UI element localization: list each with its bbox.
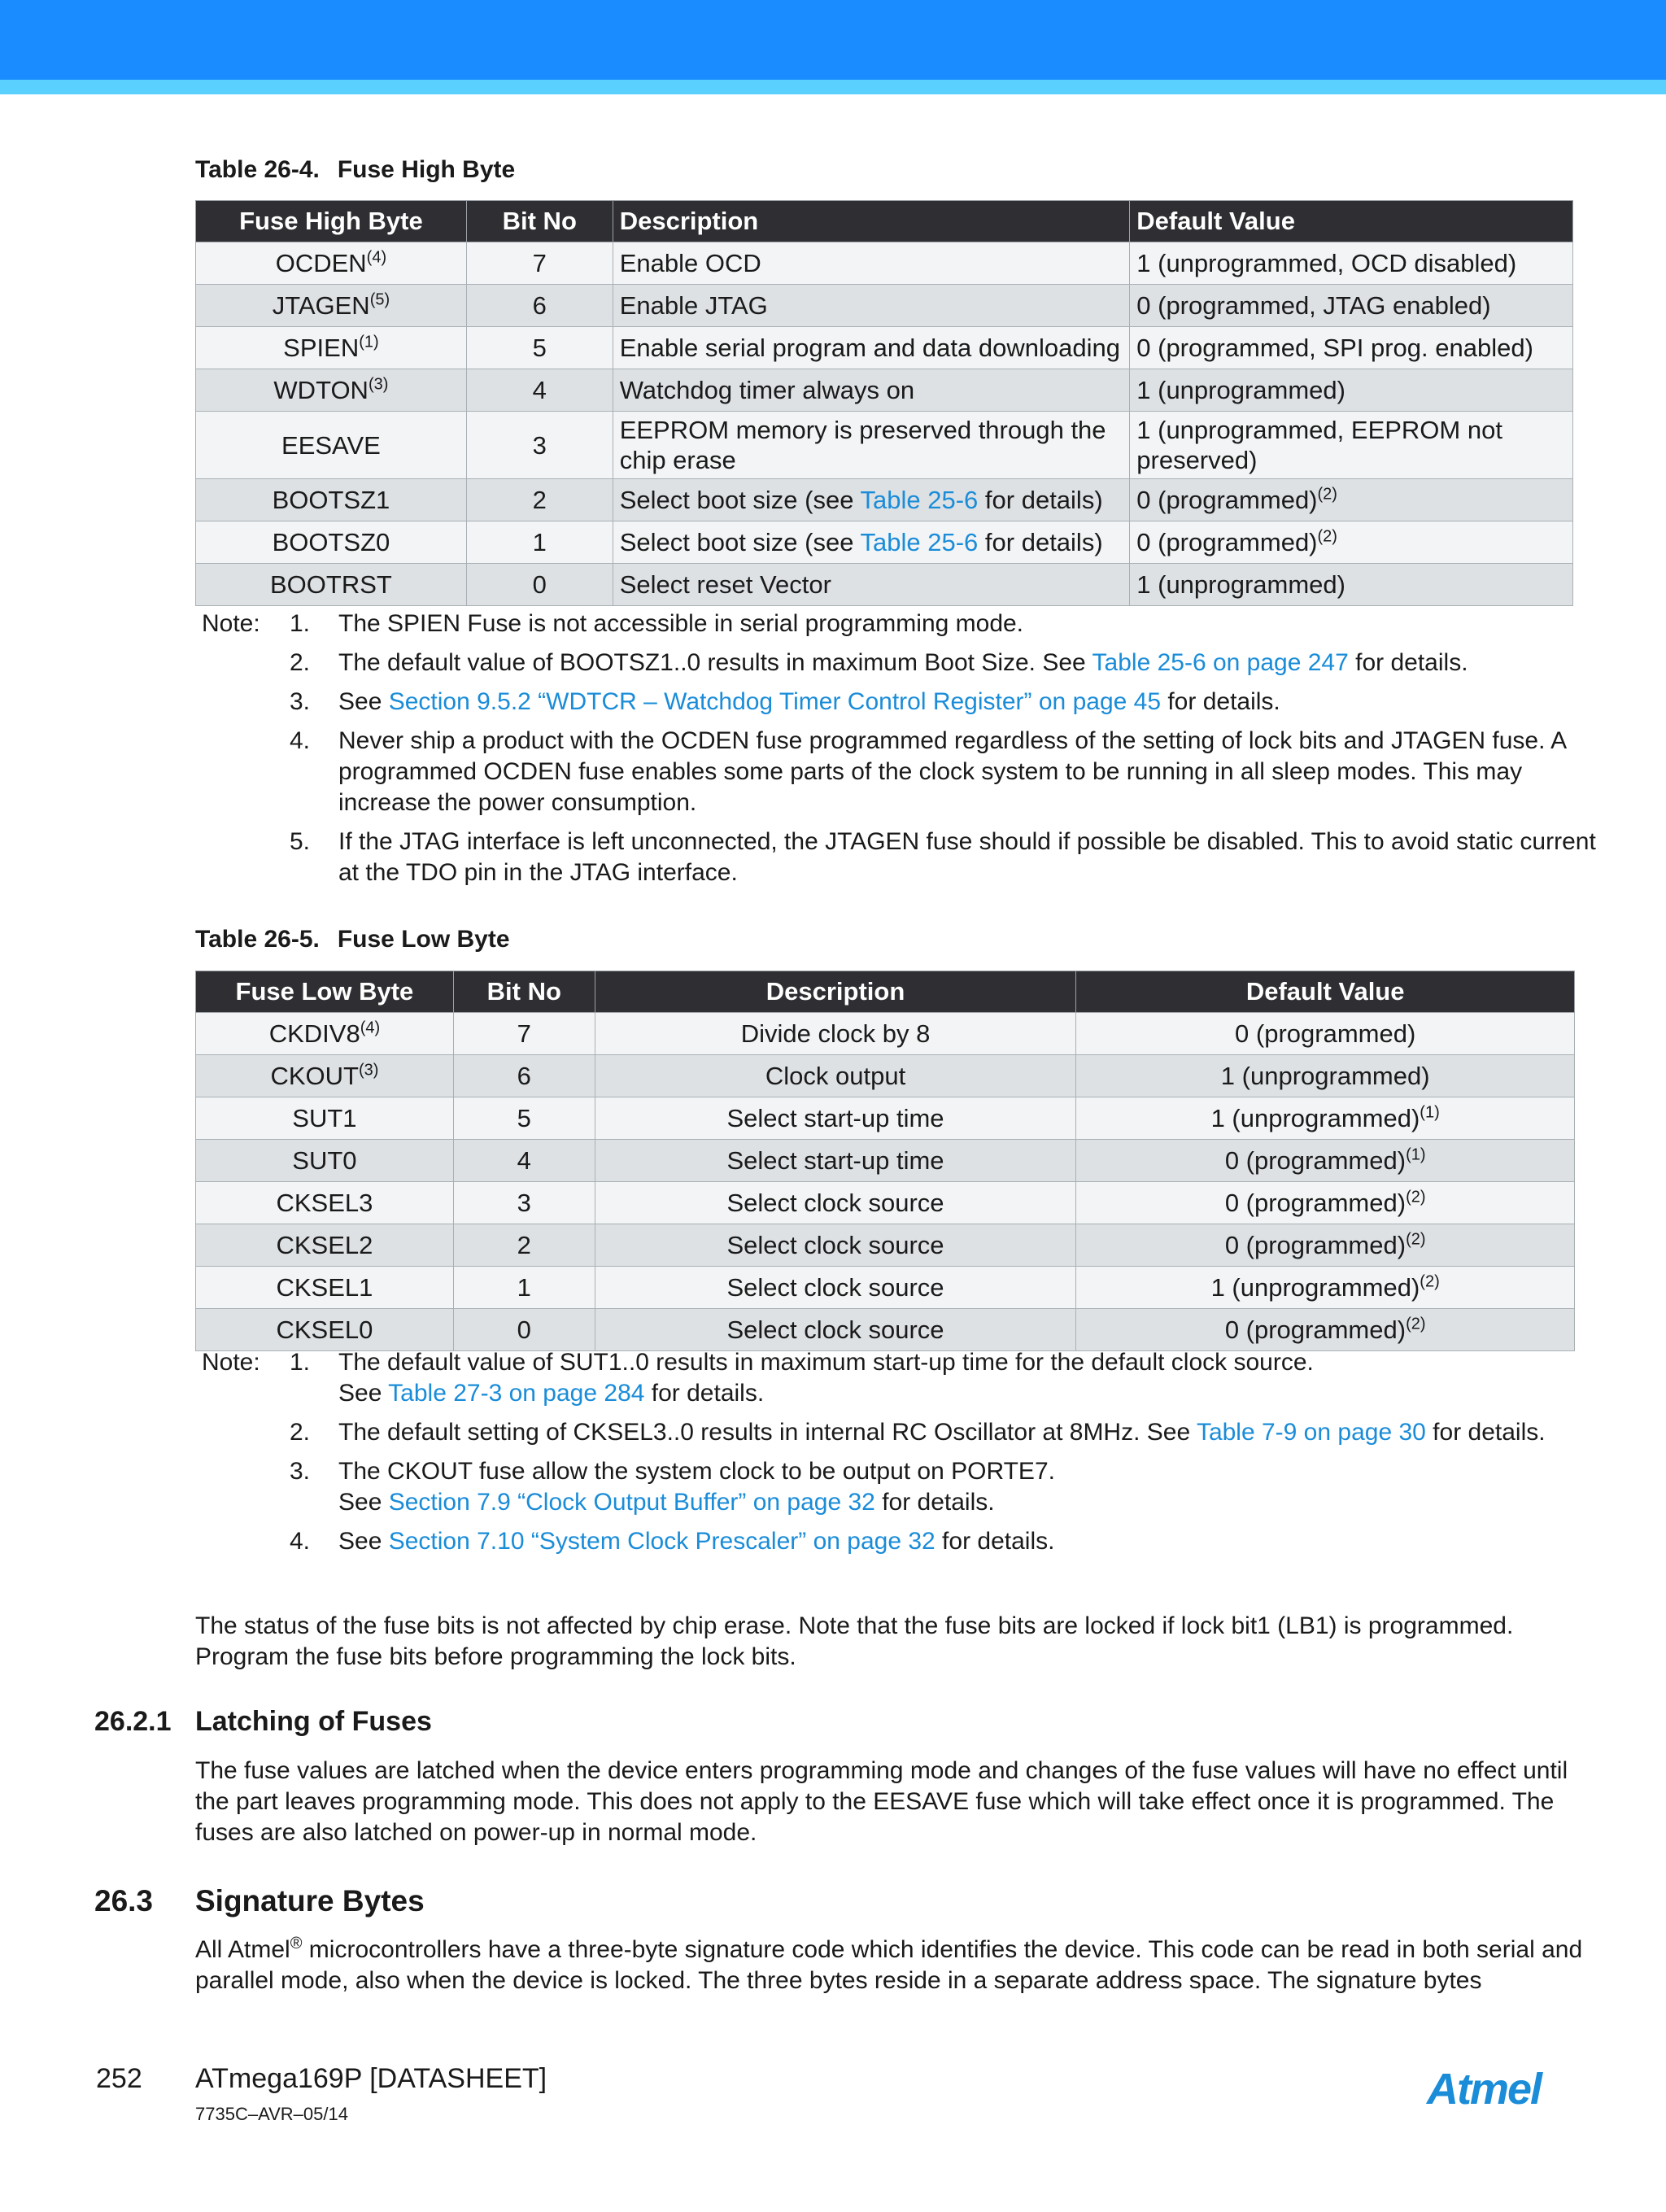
section-number: 26.2.1 [94,1706,172,1737]
footnote-ref: (1) [1420,1103,1440,1122]
bit-cell: 7 [466,242,613,285]
description-text: Select boot size (see [619,528,861,556]
note-item [202,1417,1601,1448]
fuse-high-byte-table [195,200,1573,606]
note-text: See Section 7.10 “System Clock Prescaler” on page 32 for details. [338,1528,1055,1555]
bit-cell: 1 [466,521,613,564]
description-cell: Clock output [595,1055,1076,1097]
fuse-name-cell [196,564,467,606]
default-value: 0 (programmed) [1235,1019,1416,1048]
description-cell: Watchdog timer always on [613,369,1130,412]
bit-cell: 2 [453,1224,595,1267]
table-25-6-link[interactable]: Table 25-6 [860,486,979,514]
note-text: See Section 9.5.2 “WDTCR – Watchdog Timer Control Register” on page 45 for details. [338,688,1280,715]
table1-caption [195,156,515,184]
default-cell [1130,327,1573,369]
note-number: 5. [290,828,311,855]
fuse-name-cell [196,1140,454,1182]
fuse-name: OCDEN [275,249,367,277]
table-row [196,1267,1575,1309]
fuse-name-cell [196,1097,454,1140]
section-heading-latching [94,1706,432,1738]
table-25-6-page-link[interactable]: Table 25-6 on page 247 [1092,649,1349,676]
fuse-name: CKSEL2 [276,1231,373,1259]
table-7-9-link[interactable]: Table 7-9 on page 30 [1196,1419,1426,1446]
note-item [202,1456,1601,1518]
page-number: 252 [96,2063,142,2094]
section-number: 26.3 [94,1884,154,1918]
note-label: Note: [202,610,260,637]
note-number: 2. [290,649,311,676]
footnote-ref: (2) [1406,1315,1426,1333]
bit-cell: 4 [466,369,613,412]
fuse-name: JTAGEN [272,291,370,320]
description-cell: Enable JTAG [613,285,1130,327]
default-value: 1 (unprogrammed, EEPROM not preserved) [1136,416,1502,474]
default-value: 0 (programmed) [1136,528,1318,556]
note-text: The default setting of CKSEL3..0 results in internal RC Oscillator at 8MHz. See Table 7-9 on page 30 for details. [338,1419,1546,1446]
column-header: Description [595,971,1076,1013]
table1-title: Fuse High Byte [337,156,516,183]
column-header: Default Value [1076,971,1575,1013]
description-cell: EEPROM memory is preserved through the chip erase [613,412,1130,479]
fuse-name: BOOTSZ1 [272,486,390,514]
fuse-name: CKOUT [270,1062,359,1090]
column-header: Bit No [466,201,613,242]
default-cell [1076,1267,1575,1309]
table1-number: Table 26-4. [195,156,320,183]
footnote-ref: (1) [359,333,379,351]
footnote-ref: (4) [360,1019,381,1037]
default-value: 1 (unprogrammed, OCD disabled) [1136,249,1517,277]
document-code: 7735C–AVR–05/14 [195,2104,348,2124]
footnote-ref: (3) [358,1061,379,1080]
note-number: 4. [290,1528,311,1555]
table2-notes [202,1347,1601,1565]
default-cell [1076,1182,1575,1224]
bit-cell: 5 [466,327,613,369]
note-number: 1. [290,1349,311,1376]
table-row [196,1224,1575,1267]
table-row [196,564,1573,606]
default-value: 1 (unprogrammed) [1136,376,1345,404]
description-cell: Select clock source [595,1309,1076,1351]
clock-output-buffer-link[interactable]: Section 7.9 “Clock Output Buffer” on page 32 [388,1489,875,1516]
default-cell [1130,285,1573,327]
column-header: Fuse Low Byte [196,971,454,1013]
section-title: Latching of Fuses [195,1706,432,1737]
fuse-name: SPIEN [283,334,360,362]
fuse-name: CKSEL0 [276,1315,373,1344]
description-text: for details) [978,486,1103,514]
bit-cell: 3 [453,1182,595,1224]
default-value: 1 (unprogrammed) [1220,1062,1430,1090]
fuse-name: CKSEL3 [276,1189,373,1217]
section-heading-signature [94,1884,425,1918]
fuse-name: EESAVE [281,430,381,460]
fuse-name: WDTON [273,376,369,404]
default-cell [1076,1140,1575,1182]
table2-caption [195,926,510,953]
default-cell [1130,521,1573,564]
note-item [202,726,1601,818]
footnote-ref: (2) [1406,1188,1426,1206]
table2-title: Fuse Low Byte [337,926,510,953]
default-cell [1130,242,1573,285]
note-item [202,827,1601,888]
default-value: 0 (programmed) [1224,1189,1407,1217]
note-item [202,687,1601,718]
default-cell [1076,1309,1575,1351]
bit-cell: 2 [466,479,613,521]
note-item [202,648,1601,678]
table-header-row [196,201,1573,242]
note-number: 2. [290,1419,311,1446]
table-row [196,242,1573,285]
fuse-name-cell [196,521,467,564]
description-cell: Select clock source [595,1182,1076,1224]
bit-cell: 4 [453,1140,595,1182]
bit-cell: 6 [453,1055,595,1097]
note-text: The default value of SUT1..0 results in maximum start-up time for the default clock source. See Table 27-3 on page 284 for details. [338,1349,1314,1407]
note-number: 1. [290,610,311,637]
note-text: Never ship a product with the OCDEN fuse programmed regardless of the setting of lock bits and JTAGEN fuse. A programmed OCDEN fuse enables some parts of the clock system to be running in all sleep modes. This may increase the power consumption. [338,727,1566,816]
note-number: 3. [290,688,311,715]
section-title: Signature Bytes [195,1884,425,1918]
bit-cell: 6 [466,285,613,327]
fuse-name-cell [196,1055,454,1097]
default-cell [1076,1097,1575,1140]
table-row [196,521,1573,564]
table-row [196,412,1573,479]
footnote-ref: (4) [366,248,387,267]
footnote-ref: (2) [1420,1272,1440,1291]
fuse-low-byte-table [195,971,1575,1351]
document-title: ATmega169P [DATASHEET] [195,2063,547,2094]
table-header-row [196,971,1575,1013]
registered-mark: ® [290,1935,303,1952]
column-header: Description [613,201,1130,242]
table-row [196,1140,1575,1182]
default-value: 1 (unprogrammed) [1210,1104,1420,1132]
fuse-name-cell [196,369,467,412]
note-text: The CKOUT fuse allow the system clock to be output on PORTE7. See Section 7.9 “Clock Output Buffer” on page 32 for details. [338,1458,1055,1516]
default-value: 0 (programmed, JTAG enabled) [1136,291,1491,320]
table-27-3-link[interactable]: Table 27-3 on page 284 [388,1380,645,1407]
description-text: for details) [978,528,1103,556]
default-cell [1076,1055,1575,1097]
fuse-name-cell [196,285,467,327]
table-row [196,1013,1575,1055]
fuse-name-cell [196,479,467,521]
table-row [196,327,1573,369]
column-header: Fuse High Byte [196,201,467,242]
default-value: 0 (programmed) [1224,1231,1407,1259]
signature-paragraph: All Atmel® microcontrollers have a three-byte signature code which identifies the device. This code can be read in both serial and parallel mode, also when the device is locked. The three bytes reside in a separate address space. The signature bytes [195,1935,1583,1994]
footnote-ref: (1) [1406,1145,1426,1164]
note-text: The default value of BOOTSZ1..0 results in maximum Boot Size. See Table 25-6 on page 247 for details. [338,649,1468,676]
fuse-name: CKSEL1 [276,1273,373,1302]
table-row [196,285,1573,327]
fuse-name-cell [196,1224,454,1267]
bit-cell: 7 [453,1013,595,1055]
default-value: 0 (programmed) [1224,1146,1407,1175]
footnote-ref: (3) [368,375,389,394]
latching-paragraph: The fuse values are latched when the device enters programming mode and changes of the fuse values will have no effect until the part leaves programming mode. This does not apply to the EESAVE fuse which will take effect once it is programmed. The fuses are also latched on power-up in normal mode. [195,1757,1568,1846]
bit-cell: 5 [453,1097,595,1140]
default-cell [1130,412,1573,479]
fuse-name-cell [196,1267,454,1309]
default-cell [1076,1013,1575,1055]
bit-cell: 0 [466,564,613,606]
default-cell [1130,479,1573,521]
note-text: The SPIEN Fuse is not accessible in serial programming mode. [338,610,1024,637]
fuse-name: CKDIV8 [268,1019,360,1048]
table-row [196,1097,1575,1140]
description-cell: Select start-up time [595,1097,1076,1140]
footnote-ref: (2) [1317,485,1337,504]
fuse-name-cell [196,327,467,369]
description-cell [613,479,1130,521]
footnote-ref: (2) [1317,527,1337,546]
default-cell [1130,369,1573,412]
fuse-name: SUT0 [292,1146,357,1175]
table-row [196,369,1573,412]
column-header: Bit No [453,971,595,1013]
default-value: 1 (unprogrammed) [1210,1273,1420,1302]
table1-notes [202,609,1601,897]
description-cell: Enable OCD [613,242,1130,285]
table2-number: Table 26-5. [195,926,320,953]
table-row [196,1055,1575,1097]
default-value: 0 (programmed) [1224,1315,1407,1344]
header-banner [0,0,1666,80]
bit-cell: 3 [466,412,613,479]
note-number: 4. [290,727,311,754]
fuse-name-cell [196,242,467,285]
description-cell: Divide clock by 8 [595,1013,1076,1055]
fuse-name-cell [196,412,467,479]
note-label: Note: [202,1349,260,1376]
atmel-logo-icon [1424,2065,1578,2114]
wdtcr-section-link[interactable]: Section 9.5.2 “WDTCR – Watchdog Timer Control Register” on page 45 [388,688,1162,715]
table-row [196,1182,1575,1224]
fuse-name-cell [196,1309,454,1351]
description-cell [613,521,1130,564]
fuse-status-paragraph: The status of the fuse bits is not affected by chip erase. Note that the fuse bits are locked if lock bit1 (LB1) is programmed. Program the fuse bits before programming the lock bits. [195,1612,1514,1670]
default-cell [1076,1224,1575,1267]
header-stripe [0,80,1666,94]
description-cell: Select reset Vector [613,564,1130,606]
fuse-name: BOOTSZ0 [272,528,390,556]
column-header: Default Value [1130,201,1573,242]
default-value: 0 (programmed, SPI prog. enabled) [1136,334,1533,362]
bit-cell: 1 [453,1267,595,1309]
description-cell: Enable serial program and data downloading [613,327,1130,369]
footnote-ref: (2) [1406,1230,1426,1249]
fuse-name: BOOTRST [269,570,392,599]
atmel-logo [1424,2065,1578,2118]
description-cell: Select clock source [595,1267,1076,1309]
note-number: 3. [290,1458,311,1485]
note-item [202,609,1601,639]
fuse-name-cell [196,1013,454,1055]
footnote-ref: (5) [369,290,390,309]
table-row [196,479,1573,521]
table-25-6-link[interactable]: Table 25-6 [860,528,979,556]
default-value: 1 (unprogrammed) [1136,570,1345,599]
description-cell: Select start-up time [595,1140,1076,1182]
description-text: Select boot size (see [619,486,861,514]
system-clock-prescaler-link[interactable]: Section 7.10 “System Clock Prescaler” on page 32 [388,1528,935,1555]
default-cell [1130,564,1573,606]
description-cell: Select clock source [595,1224,1076,1267]
bit-cell: 0 [453,1309,595,1351]
table-row [196,1309,1575,1351]
fuse-name: SUT1 [292,1104,357,1132]
note-item [202,1347,1601,1409]
default-value: 0 (programmed) [1136,486,1318,514]
note-text: If the JTAG interface is left unconnected, the JTAGEN fuse should if possible be disabled. This to avoid static current at the TDO pin in the JTAG interface. [338,828,1596,886]
logo-text: Atmel [1427,2065,1542,2114]
note-item [202,1526,1601,1557]
fuse-name-cell [196,1182,454,1224]
